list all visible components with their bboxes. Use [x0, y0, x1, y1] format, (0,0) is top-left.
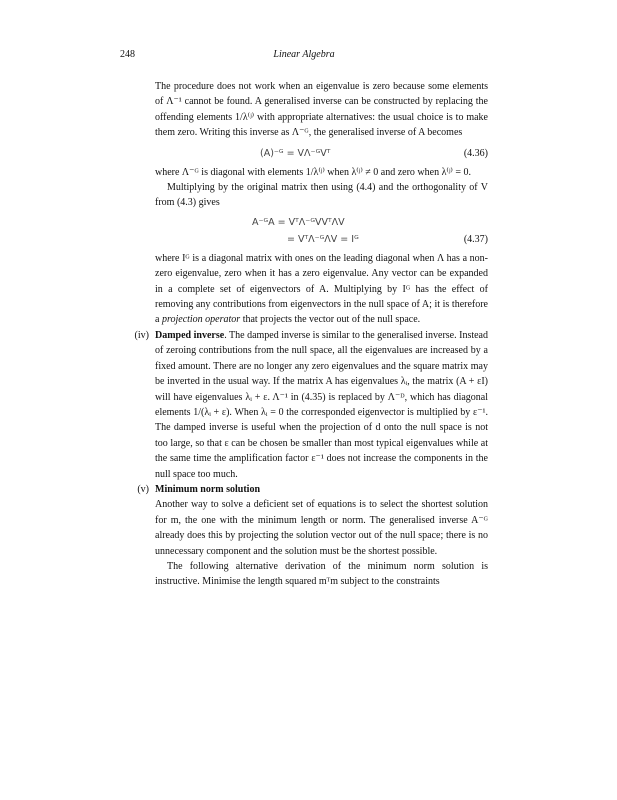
damped-inverse-body: . The damped inverse is similar to the generalised inverse. Instead of zeroing contributions from the null space, all the eigenvalues are increased by a fixed amount. There are no longer any zero eigenvalues and the square matrix may be inverted in the usual way. If the matrix A has eigenvalues λᵢ, the matrix (A + εI) will have eigenvalues λᵢ + ε. Λ⁻¹ in (4.35) is replaced by Λ⁻ᴰ, which has diagonal elements 1/(λᵢ + ε). When λᵢ = 0 the corresponded eigenvector is multiplied by ε⁻¹. The damped inverse is useful when the projection of d onto the null space is not too large, so that ε can be chosen be smaller than most typical eigenvalues while at the same time the amplification factor ε⁻¹ does not increase the components in the null space too much.: [155, 329, 488, 480]
page-header: [120, 49, 488, 63]
paragraph-alternative-derivation: The following alternative derivation of the minimum norm solution is instructive. Minimise the length squared mᵀm subject to the constraints: [155, 560, 488, 588]
projection-tail: that projects the vector out of the null space.: [242, 314, 421, 326]
minimum-norm-title: Minimum norm solution: [155, 483, 261, 495]
list-item-damped-inverse: [134, 328, 488, 482]
equation-body: (A)⁻ᴳ = VΛ⁻ᴳVᵀ: [260, 147, 331, 159]
projection-operator-term: projection operator: [161, 314, 241, 326]
running-title: Linear Algebra: [273, 49, 335, 60]
paragraph-generalised-inverse: The procedure does not work when an eigenvalue is zero because some elements of Λ⁻¹ cannot be found. A generalised inverse can be constructed by replacing the offending elements 1/λ⁽ʲ⁾ with appropriate alternatives: the usual choice is to make them zero. Writing this inverse as Λ⁻ᴳ, the generalised inverse of A becomes: [155, 81, 488, 139]
list-item-minimum-norm: [137, 482, 488, 590]
list-label: (v): [137, 483, 149, 495]
equation-number: (4.37): [463, 233, 488, 245]
body-text: [134, 79, 488, 590]
equation-4-36: [155, 141, 488, 165]
paragraph-multiplying: Multiplying by the original matrix then using (4.4) and the orthogonality of V from (4.3) gives: [155, 182, 488, 209]
equation-number: (4.36): [463, 147, 488, 159]
projection-text: where Iᴳ is a diagonal matrix with ones on the leading diagonal when Λ has a non-zero eigenvalue, zero when it has a zero eigenvalue. Any vector can be expanded in a complete set of eigenvectors of A. Multiplying by Iᴳ has the effect of removing any contributions from eigenvectors in the null space of A; it is therefore a: [155, 252, 488, 326]
damped-inverse-title: Damped inverse: [155, 329, 225, 341]
equation-4-37: [155, 211, 488, 251]
list-label: (iv): [134, 329, 149, 341]
damped-inverse-text: [155, 328, 488, 482]
page-number: 248: [120, 49, 135, 60]
equation-line-2: = VᵀΛ⁻ᴳΛV = Iᴳ: [287, 233, 359, 245]
paragraph-diagonal-elements: where Λ⁻ᴳ is diagonal with elements 1/λ⁽ʲ⁾ when λ⁽ʲ⁾ ≠ 0 and zero when λ⁽ʲ⁾ = 0.: [155, 166, 472, 178]
minimum-norm-heading: [155, 482, 488, 497]
minimum-norm-body: Another way to solve a deficient set of equations is to select the shortest solution for m, the one with the minimum length or norm. The generalised inverse A⁻ᴳ already does this by projecting the solution vector out of the null space; there is no unnecessary component and the solution must be the shortest possible.: [155, 499, 488, 557]
paragraph-projection: [155, 251, 488, 328]
equation-line-1: A⁻ᴳA = VᵀΛ⁻ᴳVVᵀΛV: [252, 216, 345, 228]
